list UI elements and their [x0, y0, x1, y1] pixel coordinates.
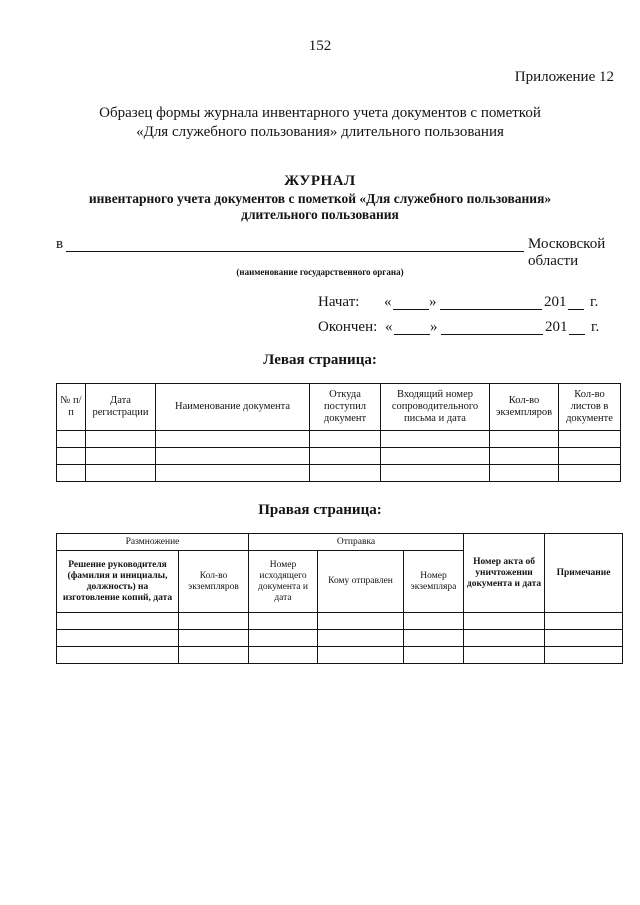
column-header-copies-count: Кол-во экземпляров — [490, 384, 559, 431]
table-row — [57, 431, 621, 448]
form-caption-line1: Образец формы журнала инвентарного учета документов с пометкой — [99, 105, 541, 121]
started-close-quote: » — [429, 294, 437, 310]
column-header-sheets-count: Кол-во листов в документе — [559, 384, 621, 431]
column-header-destruction-act: Номер акта об уничтожении документа и дата — [464, 534, 545, 613]
table-cell — [545, 630, 623, 647]
started-day-blank — [393, 309, 429, 310]
column-header-copy-number: Номер экземпляра — [404, 551, 464, 613]
table-cell — [179, 613, 249, 630]
table-cell — [559, 431, 621, 448]
table-cell — [318, 630, 404, 647]
table-cell — [310, 448, 381, 465]
started-month-blank — [440, 309, 542, 310]
table-cell — [57, 448, 86, 465]
table-cell — [404, 613, 464, 630]
table-cell — [156, 448, 310, 465]
table-cell — [310, 465, 381, 482]
journal-subtitle-line1: инвентарного учета документов с пометкой «Для служебного пользования» — [88, 191, 552, 206]
journal-subtitle-line2: длительного пользования — [241, 207, 399, 222]
table-cell — [381, 465, 490, 482]
table-cell — [86, 448, 156, 465]
table-cell — [249, 630, 318, 647]
column-header-document-source: Откуда поступил документ — [310, 384, 381, 431]
table-row — [57, 630, 623, 647]
ended-year-blank — [569, 334, 585, 335]
table-cell — [179, 647, 249, 664]
table-cell — [490, 431, 559, 448]
table-cell — [156, 465, 310, 482]
started-year-suffix: г. — [590, 294, 599, 310]
ended-close-quote: » — [430, 319, 438, 335]
table-cell — [57, 647, 179, 664]
column-header-recipient: Кому отправлен — [318, 551, 404, 613]
table-row — [57, 647, 623, 664]
table-row — [57, 448, 621, 465]
left-page-table — [56, 383, 621, 482]
appendix-label: Приложение 12 — [514, 69, 614, 85]
column-header-outgoing-number: Номер исходящего документа и дата — [249, 551, 318, 613]
page-number: 152 — [308, 38, 332, 54]
table-cell — [57, 431, 86, 448]
form-caption — [0, 104, 640, 142]
table-cell — [318, 647, 404, 664]
table-cell — [404, 630, 464, 647]
table-cell — [381, 448, 490, 465]
ended-year-suffix: г. — [591, 319, 600, 335]
left-page-title: Левая страница: — [263, 352, 377, 368]
group-header-dispatch: Отправка — [249, 534, 464, 551]
journal-title: ЖУРНАЛ — [284, 173, 356, 189]
ended-open-quote: « — [385, 319, 393, 335]
table-cell — [57, 630, 179, 647]
column-header-manager-decision: Решение руководителя (фамилия и инициалы, должность) на изготовление копий, дата — [57, 551, 179, 613]
table-cell — [179, 630, 249, 647]
started-year-prefix: 201 — [544, 294, 567, 310]
organization-prefix: в — [56, 236, 64, 252]
table-cell — [559, 448, 621, 465]
group-header-reproduction: Размножение — [57, 534, 249, 551]
left-table-header-row — [57, 384, 621, 431]
ended-month-blank — [441, 334, 543, 335]
table-cell — [318, 613, 404, 630]
table-cell — [404, 647, 464, 664]
started-year-blank — [568, 309, 584, 310]
table-cell — [156, 431, 310, 448]
table-row — [57, 465, 621, 482]
column-header-note: Примечание — [545, 534, 623, 613]
right-table-group-row — [57, 534, 623, 551]
table-cell — [310, 431, 381, 448]
column-header-document-name: Наименование документа — [156, 384, 310, 431]
started-date-row — [318, 294, 618, 314]
column-header-number: № п/п — [57, 384, 86, 431]
form-caption-line2: «Для служебного пользования» длительного пользования — [136, 124, 504, 140]
column-header-registration-date: Дата регистрации — [86, 384, 156, 431]
ended-label: Окончен: — [318, 319, 378, 335]
table-cell — [545, 613, 623, 630]
ended-day-blank — [394, 334, 430, 335]
table-cell — [57, 465, 86, 482]
ended-date-row — [318, 319, 618, 339]
table-row — [57, 613, 623, 630]
column-header-copies-count: Кол-во экземпляров — [179, 551, 249, 613]
right-page-title: Правая страница: — [258, 502, 382, 518]
organization-hint: (наименование государственного органа) — [236, 267, 404, 277]
journal-subtitle — [0, 191, 640, 223]
table-cell — [545, 647, 623, 664]
started-open-quote: « — [384, 294, 392, 310]
ended-year-prefix: 201 — [545, 319, 568, 335]
column-header-incoming-number: Входящий номер сопроводительного письма и дата — [381, 384, 490, 431]
table-cell — [249, 613, 318, 630]
table-cell — [464, 613, 545, 630]
table-cell — [559, 465, 621, 482]
table-cell — [381, 431, 490, 448]
table-cell — [249, 647, 318, 664]
right-page-table — [56, 533, 623, 664]
organization-region: Московской области — [528, 236, 606, 269]
table-cell — [86, 431, 156, 448]
table-cell — [57, 613, 179, 630]
table-cell — [490, 465, 559, 482]
started-label: Начат: — [318, 294, 360, 310]
table-cell — [464, 647, 545, 664]
table-cell — [464, 630, 545, 647]
table-cell — [86, 465, 156, 482]
table-cell — [490, 448, 559, 465]
organization-blank — [66, 251, 524, 252]
